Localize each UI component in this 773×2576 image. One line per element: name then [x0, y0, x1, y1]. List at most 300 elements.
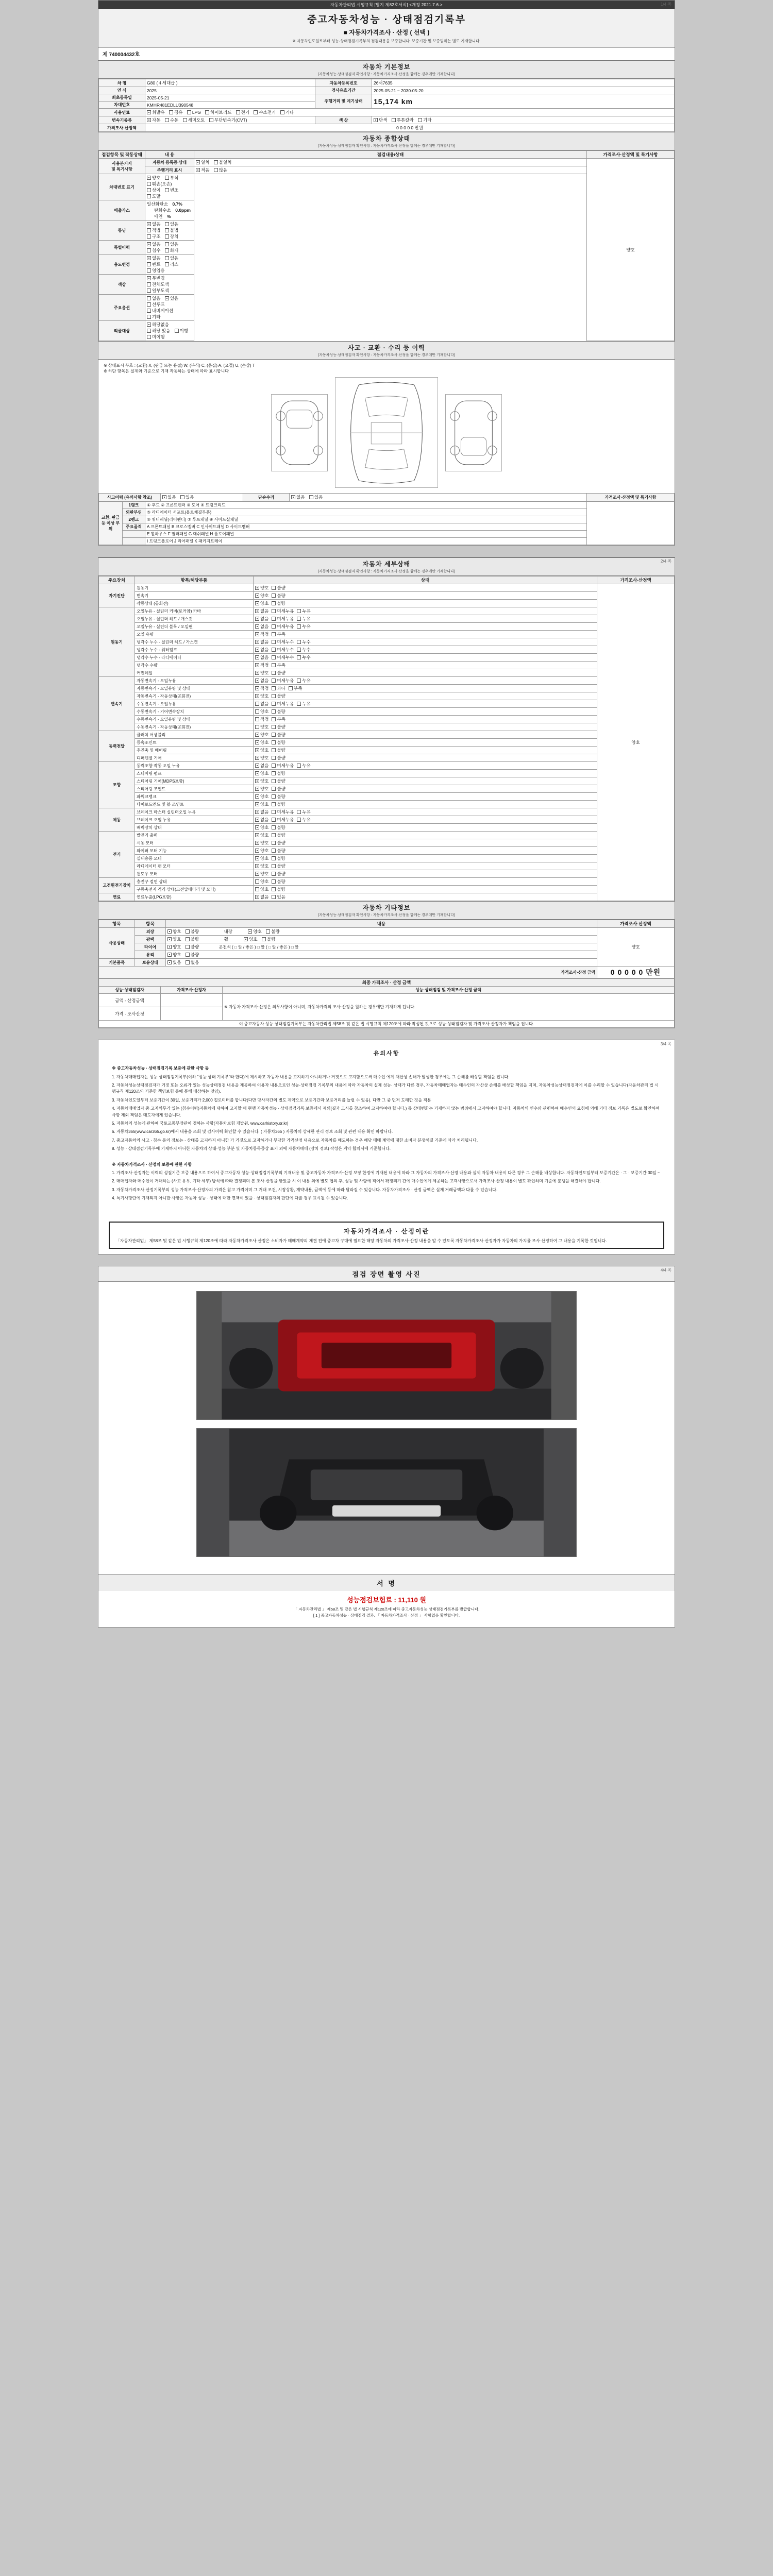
detail-item-status [254, 762, 597, 770]
fuel-option-hybrid[interactable]: 하이브리드 [205, 109, 231, 115]
notice-item-4: 4. 자동차매매업자 중 고지의무가 있는 (침수이력)자동차에 대하여 고지할 때 현행 자동차성능 · 상태점검기록 보증에서 제외(결과 고시를 참조하여 고지하여야 합니다.) 등 상태변화는 기재하지 않는 범위에서 고지하여야 합니다. 자동차의 인수와 관련하여 매수인의 요청에 의해 기타 정보 기록은 별도로 확인하며 사항 제외 책임은 매도자에게 있습니다. [112, 1106, 660, 1117]
status-option-불량[interactable]: 불량 [272, 840, 285, 846]
page-number-2: 2/4 쪽 [660, 559, 671, 564]
possession-yes[interactable]: 있음 [167, 959, 181, 965]
other-item-interior: 내장 [224, 929, 233, 935]
fee-label: 성능점검보험료 : [347, 1596, 396, 1604]
status-option-누유[interactable]: 누유 [297, 608, 310, 614]
status-option-양호[interactable]: 양호 [255, 739, 268, 745]
detail-item-status [254, 839, 597, 847]
status-option-양호[interactable]: 양호 [255, 863, 268, 869]
status-option-적정[interactable]: 적정 [255, 685, 268, 691]
detail-item-label: 커먼레일 [135, 669, 254, 677]
fuel-option-gasoline[interactable]: 휘발유 [147, 109, 165, 115]
usage-option-lease[interactable]: 리스 [165, 261, 178, 267]
reg-option-mismatch[interactable]: 불일치 [214, 159, 232, 165]
row-state-vin-mark [145, 174, 194, 200]
exterior-bad[interactable]: 불량 [186, 928, 199, 935]
detail-item-label: 클러치 어셈블리 [135, 731, 254, 739]
notice-item-6: 6. 자동차365(www.car365.go.kr)에서 내용을 조회 및 검사이력 확인할 수 있습니다. ( 자동차365 ) 자동차의 상세한 관리 정보 조회 및 관련 내용 확인 바랍니다. [112, 1129, 393, 1134]
status-option-양호[interactable]: 양호 [255, 801, 268, 807]
detail-item-status [254, 623, 597, 631]
table-row [99, 801, 675, 808]
part-rank-5 [123, 531, 145, 538]
detail-group-6: 제동 [99, 808, 135, 832]
status-option-불량[interactable]: 불량 [272, 747, 285, 753]
status-option-적정[interactable]: 적정 [255, 662, 268, 668]
status-option-불량[interactable]: 불량 [272, 670, 285, 676]
value-first-reg-date: 2025-05-21 [145, 94, 315, 101]
other-state-exterior [166, 928, 597, 936]
row-item-mileage: 주행거리 표시 [145, 166, 194, 174]
value-accident-history [161, 494, 243, 501]
part-items-5: E 휠하우스 F 필러패널 G 대쉬패널 H 플로어패널 [145, 531, 587, 538]
recall-option-done[interactable]: 이행 [175, 328, 188, 334]
detail-group-8: 고전원전기장치 [99, 878, 135, 893]
car-diagram-main-top [335, 377, 438, 488]
status-option-양호[interactable]: 양호 [255, 770, 268, 776]
fuel-option-diesel[interactable]: 경유 [169, 109, 182, 115]
table-row [99, 592, 675, 600]
trans-option-manual[interactable]: 수동 [165, 117, 178, 123]
status-option-불량[interactable]: 불량 [272, 778, 285, 784]
color-option-single[interactable]: 단색 [374, 117, 387, 123]
detail-item-label: 파워크랭크 [135, 793, 254, 801]
status-option-미세누수[interactable]: 미세누수 [272, 639, 294, 645]
status-option-양호[interactable]: 양호 [255, 708, 268, 715]
detail-item-label: 추진축 및 베어링 [135, 747, 254, 754]
special-option-fire[interactable]: 화재 [165, 247, 178, 253]
detail-item-label: 와이퍼 모터 기능 [135, 847, 254, 855]
status-option-미세누유[interactable]: 미세누유 [272, 677, 294, 684]
final-row2-label: 가격 · 조사산정 [99, 1007, 161, 1021]
detail-item-label: 등속조인트 [135, 739, 254, 747]
detail-item-label: 변속기 [135, 592, 254, 600]
status-option-양호[interactable]: 양호 [255, 747, 268, 753]
emission-smoke-label: 매연 [154, 214, 163, 219]
polish-bad[interactable]: 불량 [186, 936, 199, 942]
detail-price-cell: 양호 [597, 584, 675, 901]
table-row [99, 623, 675, 631]
fuel-option-etc[interactable]: 기타 [280, 109, 294, 115]
detail-item-status [254, 770, 597, 777]
detail-item-label: 오일누유 - 실린더 블록 / 오일팬 [135, 623, 254, 631]
status-option-양호[interactable]: 양호 [255, 878, 268, 885]
table-row [99, 847, 675, 855]
status-option-누유[interactable]: 누유 [297, 701, 310, 707]
status-option-누수[interactable]: 누수 [297, 647, 310, 653]
detail-item-label: 발전기 출력 [135, 832, 254, 839]
table-row [99, 600, 675, 607]
status-option-부족[interactable]: 부족 [289, 685, 302, 691]
status-option-있음[interactable]: 있음 [272, 894, 285, 900]
interior-bad[interactable]: 불량 [266, 928, 279, 935]
label-first-reg-date: 최초등록일 [99, 94, 145, 101]
table-row [99, 855, 675, 862]
detail-item-status [254, 870, 597, 878]
diagram-legend-2: ※ 하단 항목은 실제와 기준으로 기재 작동하는 상태에 따라 표시합니다 [104, 369, 229, 374]
other-state-possession [166, 959, 597, 967]
status-option-불량[interactable]: 불량 [272, 824, 285, 831]
status-option-누유[interactable]: 누유 [297, 762, 310, 769]
section-other-header [98, 901, 675, 920]
signature-bar: 서 명 [98, 1574, 675, 1591]
status-option-누수[interactable]: 누수 [297, 654, 310, 660]
detail-item-status [254, 600, 597, 607]
table-row [99, 700, 675, 708]
fuel-option-lpg[interactable]: LPG [187, 110, 201, 115]
col-detail-status: 상태 [254, 577, 597, 584]
colorchange-option-none[interactable]: 무변경 [147, 275, 165, 281]
status-option-없음[interactable]: 없음 [255, 616, 268, 622]
table-row [99, 716, 675, 723]
notice-title: 유의사항 [373, 1050, 400, 1057]
detail-item-label: 시동 모터 [135, 839, 254, 847]
detail-item-label: 실내송풍 모터 [135, 855, 254, 862]
status-option-미세누유[interactable]: 미세누유 [272, 608, 294, 614]
tuning-option-device[interactable]: 장치 [165, 233, 178, 240]
tuning-option-legal[interactable]: 적법 [147, 227, 160, 233]
status-option-없음[interactable]: 없음 [255, 639, 268, 645]
status-option-불량[interactable]: 불량 [272, 755, 285, 761]
status-option-불량[interactable]: 불량 [272, 855, 285, 861]
status-option-누유[interactable]: 누유 [297, 677, 310, 684]
row-label-special-history: 특별이력 [99, 241, 145, 255]
part-items-6: I 트렁크플로어 J 리어패널 K 패키지트레이 [145, 538, 587, 545]
status-option-양호[interactable]: 양호 [255, 585, 268, 591]
status-option-미세누유[interactable]: 미세누유 [272, 701, 294, 707]
status-option-없음[interactable]: 없음 [255, 647, 268, 653]
overall-note-text: 양호 [626, 247, 635, 252]
wheel-good[interactable]: 양호 [244, 936, 257, 942]
status-option-미세누수[interactable]: 미세누수 [272, 647, 294, 653]
value-transmission-options [145, 116, 315, 124]
status-option-누유[interactable]: 누유 [297, 809, 310, 815]
status-option-양호[interactable]: 양호 [255, 755, 268, 761]
color-option-two-tone[interactable]: 투톤칼라 [392, 117, 414, 123]
simple-option-none[interactable]: 없음 [291, 494, 305, 500]
status-option-없음[interactable]: 없음 [255, 817, 268, 823]
tire-good[interactable]: 양호 [167, 944, 181, 950]
status-option-양호[interactable]: 양호 [255, 693, 268, 699]
exterior-good[interactable]: 양호 [167, 928, 181, 935]
special-option-yes[interactable]: 있음 [165, 241, 178, 247]
table-row [99, 793, 675, 801]
other-item-polish: 광택 [135, 936, 166, 943]
trans-option-semi[interactable]: 세미오토 [183, 117, 205, 123]
emission-smoke-value: % [166, 214, 171, 219]
table-row [99, 777, 675, 785]
detail-item-status [254, 654, 597, 662]
possession-no[interactable]: 없음 [186, 959, 199, 965]
status-option-양호[interactable]: 양호 [255, 724, 268, 730]
reg-option-match[interactable]: 일치 [196, 159, 209, 165]
parts-reference-table [98, 501, 675, 545]
table-row [99, 816, 675, 824]
status-option-부족[interactable]: 부족 [272, 662, 285, 668]
polish-good[interactable]: 양호 [167, 936, 181, 942]
notice-head-1: ※ 중고자동차성능 · 상태점검기록 보증에 관한 사항 등 [112, 1066, 209, 1071]
status-option-없음[interactable]: 없음 [255, 654, 268, 660]
status-option-없음[interactable]: 없음 [255, 677, 268, 684]
detail-item-status [254, 739, 597, 747]
value-fuel-options [145, 109, 675, 116]
table-row [99, 708, 675, 716]
row-state-color-change [145, 275, 194, 295]
diagram-row [104, 377, 669, 488]
status-option-불량[interactable]: 불량 [272, 600, 285, 606]
status-option-불량[interactable]: 불량 [272, 886, 285, 892]
status-option-부족[interactable]: 부족 [272, 631, 285, 637]
status-option-미세누유[interactable]: 미세누유 [272, 616, 294, 622]
trans-option-cvt[interactable]: 무단변속기(CVT) [209, 117, 247, 123]
fuel-option-hydrogen[interactable]: 수소전기 [254, 109, 276, 115]
tuning-option-illegal[interactable]: 불법 [165, 227, 178, 233]
vin-option-erased[interactable]: 도말 [147, 193, 160, 199]
status-option-없음[interactable]: 없음 [255, 608, 268, 614]
status-option-없음[interactable]: 없음 [255, 809, 268, 815]
status-option-양호[interactable]: 양호 [255, 592, 268, 599]
detail-group-3: 변속기 [99, 677, 135, 731]
status-option-과다[interactable]: 과다 [272, 685, 285, 691]
status-option-양호[interactable]: 양호 [255, 670, 268, 676]
detail-item-label: 윈도우 모터 [135, 870, 254, 878]
status-option-미세누유[interactable]: 미세누유 [272, 762, 294, 769]
table-row [99, 646, 675, 654]
footer-note-2: [ 1 ] 중고자동차성능 · 상태점검 결과, 「 자동차가격조사 · 산정 」 사항없음 확인합니다. [313, 1613, 460, 1618]
row-label-vin-mark: 차대번호 표기 [99, 174, 145, 200]
col-other-content: 내용 [166, 920, 597, 928]
damage-diagram-area [98, 360, 675, 493]
status-option-양호[interactable]: 양호 [255, 848, 268, 854]
status-option-불량[interactable]: 불량 [272, 871, 285, 877]
status-option-적정[interactable]: 적정 [255, 631, 268, 637]
status-option-불량[interactable]: 불량 [272, 585, 285, 591]
col-overall-note: 가격조사·산정액 및 특기사항 [587, 151, 675, 159]
status-option-불량[interactable]: 불량 [272, 732, 285, 738]
detail-item-status [254, 716, 597, 723]
special-option-flood[interactable]: 침수 [147, 247, 160, 253]
status-option-양호[interactable]: 양호 [255, 871, 268, 877]
table-row [99, 631, 675, 638]
value-color-options [372, 116, 675, 124]
value-vin: KMHR481EDLU390548 [145, 101, 315, 109]
status-option-양호[interactable]: 양호 [255, 778, 268, 784]
detail-group-5: 조향 [99, 762, 135, 808]
col-other-price: 가격조사·산정액 [597, 920, 675, 928]
mileage-option-more[interactable]: 많음 [214, 167, 227, 173]
document-number: 제 740004432호 [98, 48, 675, 60]
status-option-양호[interactable]: 양호 [255, 840, 268, 846]
status-option-누수[interactable]: 누수 [297, 639, 310, 645]
photo-section-title: 점검 장면 촬영 사진 [98, 1266, 675, 1282]
status-option-부족[interactable]: 부족 [272, 716, 285, 722]
status-option-불량[interactable]: 불량 [272, 724, 285, 730]
detail-item-status [254, 855, 597, 862]
usage-option-yes[interactable]: 있음 [165, 255, 178, 261]
table-row [99, 862, 675, 870]
row-state-options [145, 295, 194, 321]
status-option-양호[interactable]: 양호 [255, 832, 268, 838]
label-model-year: 연 식 [99, 87, 145, 94]
wheel-bad[interactable]: 불량 [262, 936, 275, 942]
detail-item-status [254, 793, 597, 801]
other-info-table [98, 920, 675, 978]
status-option-불량[interactable]: 불량 [272, 863, 285, 869]
vin-option-diff[interactable]: 상이 [147, 187, 160, 193]
detail-group-4: 동력전달 [99, 731, 135, 762]
option-etc[interactable]: 기타 [147, 314, 160, 320]
status-option-불량[interactable]: 불량 [272, 708, 285, 715]
row-label-emission: 배출가스 [99, 200, 145, 221]
guarantee-text: 「자동차관리법」 제58조 및 같은 법 시행규칙 제120조에 따라 자동차가격조사·산정은 소비자가 매매계약의 체결 전에 중고차 구매에 필요한 해당 자동차의 가격조사·산정 내용을 알 수 있도록 자동차가격조사·산정자가 자동차의 가치를 조사·산정하여 그 내용을 기록한 것입니다. [116, 1238, 607, 1243]
detail-table-body [99, 584, 675, 901]
status-option-불량[interactable]: 불량 [272, 739, 285, 745]
vin-option-good[interactable]: 양호 [147, 175, 160, 181]
detail-item-status [254, 777, 597, 785]
detail-item-status [254, 862, 597, 870]
detail-item-status [254, 731, 597, 739]
option-sunroof[interactable]: 선루프 [147, 301, 165, 308]
detail-item-label: 자동변속기 - 작동상태(공회전) [135, 692, 254, 700]
detail-item-status [254, 785, 597, 793]
status-option-누유[interactable]: 누유 [297, 623, 310, 630]
vin-option-corrosion[interactable]: 부식 [165, 175, 178, 181]
detail-item-label: 충전구 절연 상태 [135, 878, 254, 886]
photo-list [98, 1282, 675, 1574]
value-mileage [372, 94, 675, 109]
status-option-미세누유[interactable]: 미세누유 [272, 817, 294, 823]
status-option-불량[interactable]: 불량 [272, 848, 285, 854]
glass-bad[interactable]: 불량 [186, 952, 199, 958]
status-option-불량[interactable]: 불량 [272, 786, 285, 792]
status-option-불량[interactable]: 불량 [272, 801, 285, 807]
part-items-1: ① 후드 ② 프론트펜더 ③ 도어 ④ 트렁크리드 [145, 502, 587, 509]
trans-option-auto[interactable]: 자동 [147, 117, 160, 123]
vin-option-damage[interactable]: 훼손(오손) [147, 181, 172, 187]
part-rank-3: 2랭크 [123, 516, 145, 523]
tuning-option-yes[interactable]: 있음 [165, 221, 178, 227]
table-row [99, 824, 675, 832]
detail-item-status [254, 592, 597, 600]
color-option-etc[interactable]: 기타 [418, 117, 431, 123]
part-items-3: ⑥ 쿼터패널(리어펜더) ⑦ 루프패널 ⑧ 사이드실패널 [145, 516, 587, 523]
page-number-4: 4/4 쪽 [660, 1267, 671, 1273]
status-option-없음[interactable]: 없음 [255, 762, 268, 769]
other-price-cell [597, 928, 675, 967]
page-3 [98, 1040, 675, 1254]
status-option-누유[interactable]: 누유 [297, 817, 310, 823]
table-row [99, 808, 675, 816]
option-yes[interactable]: 있음 [165, 295, 178, 301]
row-state-mileage [194, 166, 587, 174]
status-option-불량[interactable]: 불량 [272, 793, 285, 800]
table-row [99, 762, 675, 770]
status-option-없음[interactable]: 없음 [255, 894, 268, 900]
colorchange-option-partial[interactable]: 일부도색 [147, 287, 169, 294]
status-option-불량[interactable]: 불량 [272, 693, 285, 699]
status-option-불량[interactable]: 불량 [272, 592, 285, 599]
notice-item-7: 7. 중고자동차의 사고 · 침수 등의 정보는 · 상태를 고지하지 아니한 가 거짓으로 고지하거나 부당한 가격산정 내용으로 자동차를 매도하는 경우 해당 매매 계약에 대한 소비자 분쟁해결 기준에 따라 처리됩니다. [112, 1138, 478, 1143]
simple-option-yes[interactable]: 있음 [309, 494, 323, 500]
tuning-option-structure[interactable]: 구조 [147, 233, 160, 240]
status-option-불량[interactable]: 불량 [272, 878, 285, 885]
status-option-양호[interactable]: 양호 [255, 600, 268, 606]
mileage-option-less[interactable]: 적음 [196, 167, 209, 173]
other-item-tire: 타이어 [135, 943, 166, 951]
usage-option-commercial[interactable]: 영업용 [147, 267, 165, 274]
status-option-없음[interactable]: 없음 [255, 623, 268, 630]
section-accident-header [98, 341, 675, 360]
other-item-possession: 보유상태 [135, 959, 166, 967]
detail-item-status [254, 747, 597, 754]
status-option-미세누유[interactable]: 미세누유 [272, 809, 294, 815]
status-option-불량[interactable]: 불량 [272, 832, 285, 838]
glass-good[interactable]: 양호 [167, 952, 181, 958]
tire-bad[interactable]: 불량 [186, 944, 199, 950]
fuel-option-ev[interactable]: 전기 [236, 109, 249, 115]
detail-item-label: 브레이크 마스터 실린더오일 누유 [135, 808, 254, 816]
detail-item-label: 작동상태 (공회전) [135, 600, 254, 607]
detail-item-label: 디퍼렌셜 기어 [135, 754, 254, 762]
detail-item-label: 타이로드엔드 및 볼 조인트 [135, 801, 254, 808]
other-item-wheel: 휠 [224, 937, 228, 942]
status-option-없음[interactable]: 없음 [255, 701, 268, 707]
table-row [99, 654, 675, 662]
footer-note-1: 「 자동차관리법 」 제58조 및 같은 법 시행규칙 제120조에 따라 중고자동차성능·상태점검기록부를 발급합니다. [293, 1606, 480, 1612]
row-state-usage-change [145, 255, 194, 275]
table-row [99, 754, 675, 762]
status-option-양호[interactable]: 양호 [255, 793, 268, 800]
detail-item-status [254, 700, 597, 708]
status-option-미세누유[interactable]: 미세누유 [272, 623, 294, 630]
status-option-양호[interactable]: 양호 [255, 786, 268, 792]
status-option-양호[interactable]: 양호 [255, 855, 268, 861]
overall-state-table [98, 150, 675, 341]
accident-option-none[interactable]: 없음 [162, 494, 176, 500]
status-option-양호[interactable]: 양호 [255, 732, 268, 738]
inspection-photo-engine-bay [196, 1291, 577, 1420]
special-option-none[interactable]: 없음 [147, 241, 160, 247]
tuning-option-none[interactable]: 없음 [147, 221, 160, 227]
status-option-불량[interactable]: 불량 [272, 770, 285, 776]
other-item-glass: 유리 [135, 951, 166, 959]
option-none[interactable]: 없음 [147, 295, 160, 301]
option-navigation[interactable]: 내비게이션 [147, 308, 173, 314]
interior-good[interactable]: 양호 [248, 928, 261, 935]
colorchange-option-full[interactable]: 전체도색 [147, 281, 169, 287]
detail-item-label: 냉각수 누수 - 라디에이터 [135, 654, 254, 662]
status-option-미세누수[interactable]: 미세누수 [272, 654, 294, 660]
vin-option-altered[interactable]: 변조 [165, 187, 178, 193]
tire-positions: 운전석 ( □ 앞 / 좋은 ) □ 앞 ( □ 앞 / 좋은 ) □ 앞 [219, 945, 299, 950]
recall-option-yes[interactable]: 해당 있음 [147, 328, 170, 334]
usage-option-rent[interactable]: 렌트 [147, 261, 160, 267]
accident-option-yes[interactable]: 있음 [180, 494, 194, 500]
overall-note-cell [587, 159, 675, 341]
status-option-적정[interactable]: 적정 [255, 716, 268, 722]
recall-option-na[interactable]: 해당없음 [147, 321, 169, 328]
recall-option-notdone[interactable]: 미이행 [147, 334, 165, 340]
status-option-양호[interactable]: 양호 [255, 824, 268, 831]
status-option-양호[interactable]: 양호 [255, 886, 268, 892]
table-row [99, 886, 675, 893]
detail-item-status [254, 847, 597, 855]
usage-option-none[interactable]: 없음 [147, 255, 160, 261]
part-items-2: ⑤ 라디에이터 서포트(볼트체결부품) [145, 509, 587, 516]
status-option-누유[interactable]: 누유 [297, 616, 310, 622]
page-number-3: 3/4 쪽 [660, 1042, 671, 1047]
